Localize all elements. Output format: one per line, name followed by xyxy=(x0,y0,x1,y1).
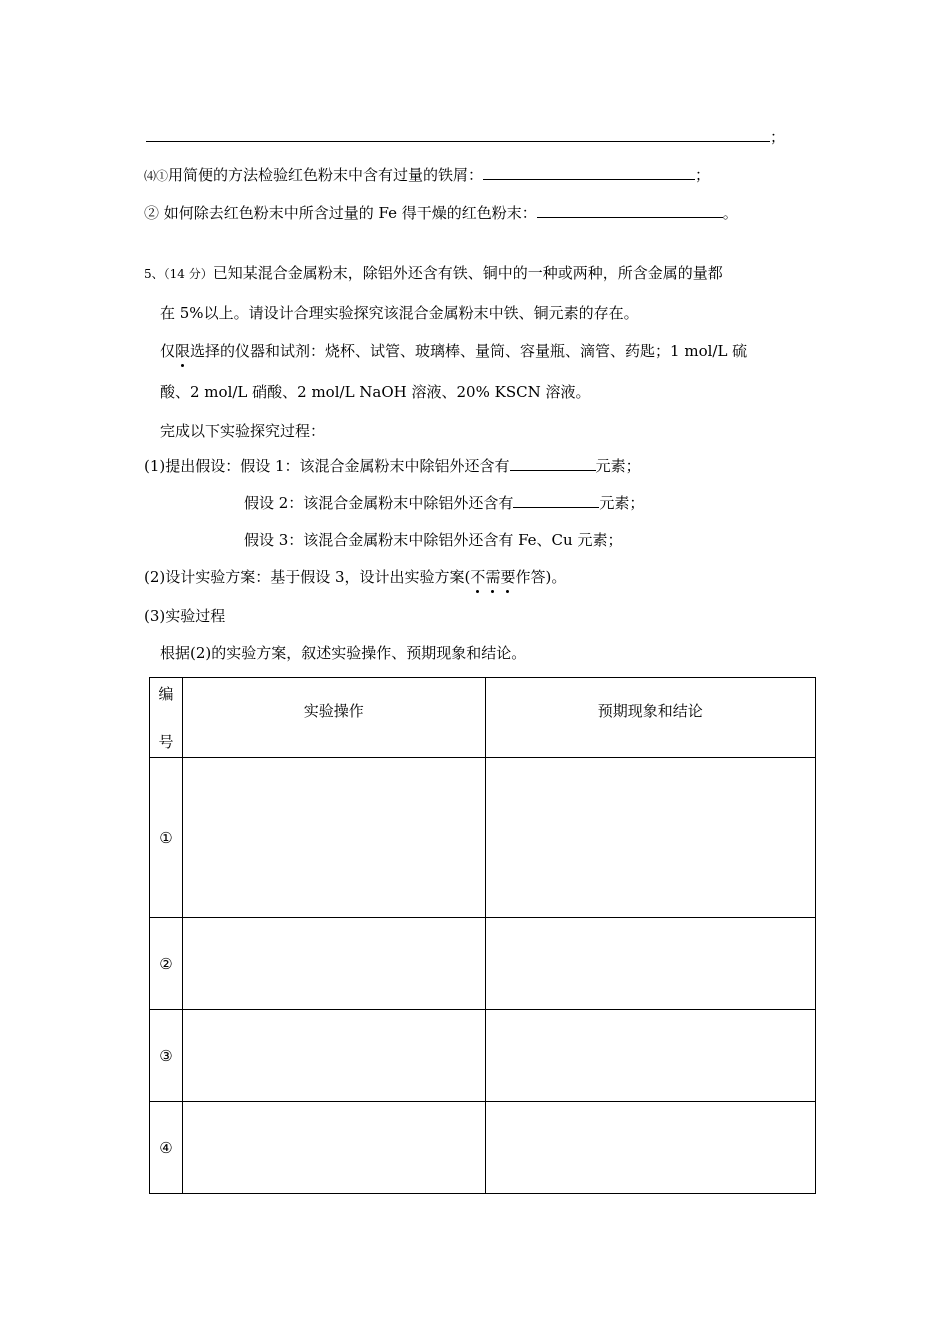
table-row xyxy=(150,758,816,918)
hypothesis-3: 假设 3：该混合金属粉末中除铝外还含有 Fe、Cu 元素； xyxy=(244,531,623,549)
row-number: ② xyxy=(150,918,183,1010)
table-row xyxy=(150,918,816,1010)
question-4-1: ⑷①用简便的方法检验红色粉末中含有过量的铁屑： ； xyxy=(144,166,711,184)
experiment-table xyxy=(149,677,816,1194)
question-5-reagents-2: 酸、2 mol/L 硝酸、2 mol/L NaOH 溶液、20% KSCN 溶液。 xyxy=(160,383,591,401)
result-cell[interactable] xyxy=(485,918,816,1010)
answer-blank[interactable] xyxy=(483,164,695,180)
header-operation: 实验操作 xyxy=(183,678,485,758)
process-desc: 根据(2)的实验方案，叙述实验操作、预期现象和结论。 xyxy=(160,644,527,662)
question-5-line-1: 5、（14 分）已知某混合金属粉末，除铝外还含有铁、铜中的一种或两种，所含金属的量都 xyxy=(144,264,723,282)
answer-blank[interactable] xyxy=(146,126,770,142)
question-5-complete: 完成以下实验探究过程： xyxy=(160,422,326,440)
emphasis-dot-char: 限 xyxy=(175,342,191,360)
question-5-reagents: 仅限选择的仪器和试剂：烧杯、试管、玻璃棒、量筒、容量瓶、滴管、药匙；1 mol/L 硫 xyxy=(160,342,748,360)
answer-blank[interactable] xyxy=(510,455,596,471)
result-cell[interactable] xyxy=(485,1010,816,1102)
answer-blank[interactable] xyxy=(537,202,723,218)
header-result: 预期现象和结论 xyxy=(485,678,816,758)
hypothesis-1: (1)提出假设：假设 1：该混合金属粉末中除铝外还含有 元素； xyxy=(144,457,641,475)
operation-cell[interactable] xyxy=(183,1102,485,1194)
row-number: ① xyxy=(150,758,183,918)
operation-cell[interactable] xyxy=(183,1010,485,1102)
table-row xyxy=(150,1010,816,1102)
result-cell[interactable] xyxy=(485,1102,816,1194)
hypothesis-2: 假设 2：该混合金属粉末中除铝外还含有 元素； xyxy=(244,494,645,512)
header-number: 编 号 xyxy=(150,678,183,758)
emphasis-dot-char: 不 xyxy=(470,568,486,586)
operation-cell[interactable] xyxy=(183,918,485,1010)
design-plan: (2)设计实验方案：基于假设 3，设计出实验方案(不需要作答)。 xyxy=(144,568,567,586)
table-row xyxy=(150,1102,816,1194)
row-number: ③ xyxy=(150,1010,183,1102)
table-header-row xyxy=(150,678,816,758)
row-number: ④ xyxy=(150,1102,183,1194)
answer-line-1: ； xyxy=(146,126,785,147)
operation-cell[interactable] xyxy=(183,758,485,918)
emphasis-dot-char: 需 xyxy=(485,568,501,586)
emphasis-dot-char: 要 xyxy=(500,568,516,586)
question-4-2: ② 如何除去红色粉末中所含过量的 Fe 得干燥的红色粉末： 。 xyxy=(144,204,738,222)
result-cell[interactable] xyxy=(485,758,816,918)
answer-blank[interactable] xyxy=(513,492,599,508)
process-title: (3)实验过程 xyxy=(144,607,226,625)
question-5-line-2: 在 5%以上。请设计合理实验探究该混合金属粉末中铁、铜元素的存在。 xyxy=(160,304,639,322)
